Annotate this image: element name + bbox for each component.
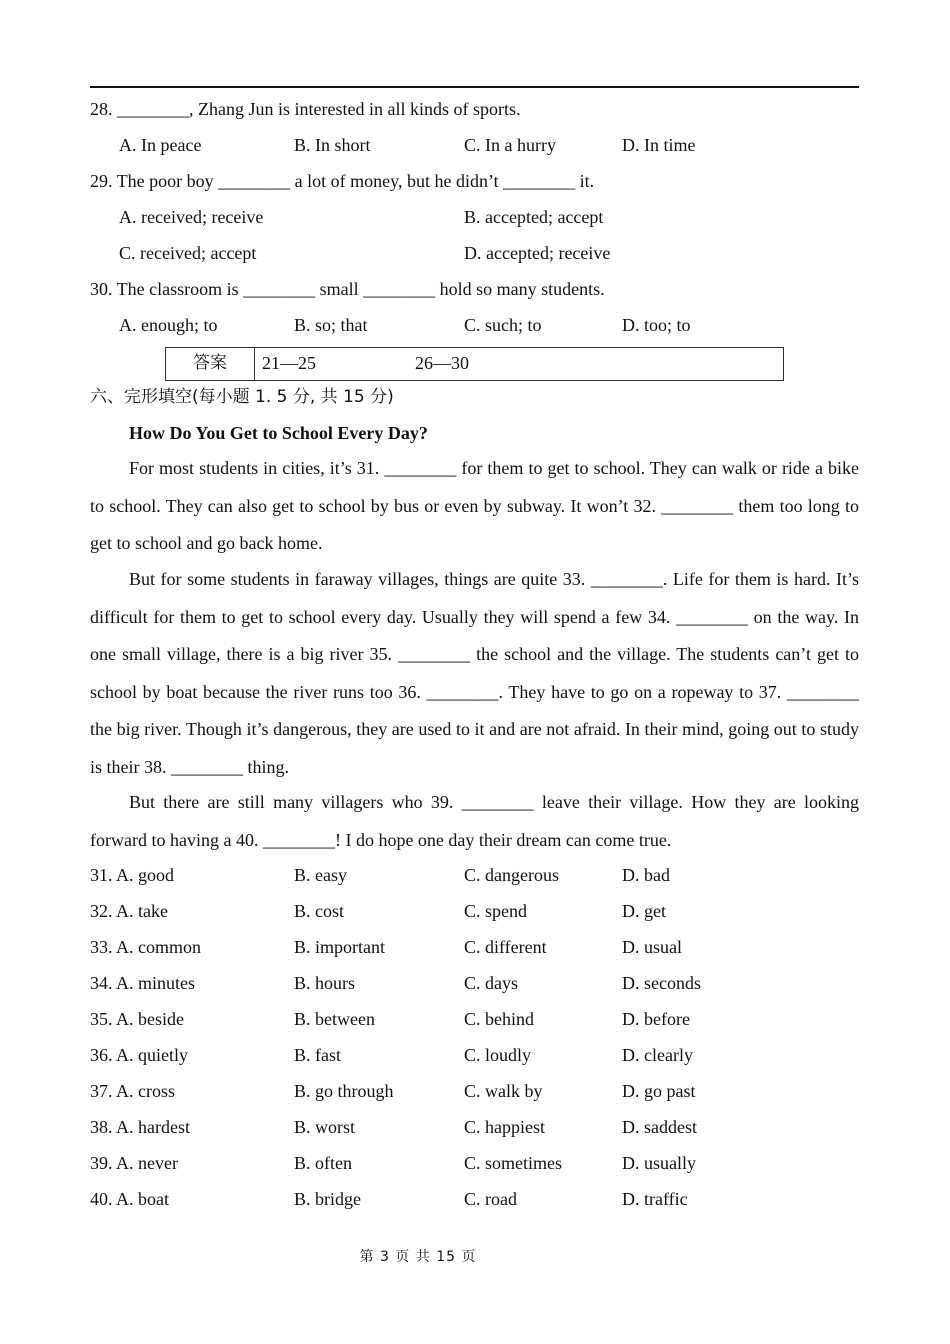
answer-range-26-30: 26—30 bbox=[415, 353, 469, 373]
option-a: 35. A. beside bbox=[90, 1009, 184, 1029]
option-b: B. often bbox=[294, 1153, 352, 1173]
answer-label: 答案 bbox=[166, 348, 255, 380]
option-b: B. accepted; accept bbox=[464, 207, 604, 227]
option-a: 31. A. good bbox=[90, 865, 175, 885]
option-d: D. bad bbox=[622, 865, 670, 885]
option-a: 40. A. boat bbox=[90, 1189, 169, 1209]
option-b: B. between bbox=[294, 1009, 375, 1029]
cloze-option-row-36 bbox=[0, 1044, 950, 1066]
option-d: D. too; to bbox=[622, 315, 691, 335]
option-b: B. important bbox=[294, 937, 385, 957]
question-29-options-row2 bbox=[0, 242, 950, 264]
option-c: C. dangerous bbox=[464, 865, 559, 885]
cloze-option-row-33 bbox=[0, 936, 950, 958]
cloze-option-row-34 bbox=[0, 972, 950, 994]
option-c: C. received; accept bbox=[119, 243, 257, 263]
option-c: C. road bbox=[464, 1189, 517, 1209]
option-c: C. such; to bbox=[464, 315, 542, 335]
option-b: B. worst bbox=[294, 1117, 356, 1137]
option-d: D. before bbox=[622, 1009, 690, 1029]
option-d: D. In time bbox=[622, 135, 696, 155]
option-c: C. In a hurry bbox=[464, 135, 556, 155]
option-d: D. usually bbox=[622, 1153, 696, 1173]
question-30-stem: 30. The classroom is ________ small ________ hold so many students. bbox=[90, 279, 605, 299]
question-28-options bbox=[0, 134, 950, 156]
option-b: B. easy bbox=[294, 865, 347, 885]
option-d: D. traffic bbox=[622, 1189, 688, 1209]
option-a: 34. A. minutes bbox=[90, 973, 196, 993]
option-c: C. loudly bbox=[464, 1045, 532, 1065]
option-b: B. bridge bbox=[294, 1189, 361, 1209]
option-d: D. usual bbox=[622, 937, 682, 957]
option-c: C. sometimes bbox=[464, 1153, 562, 1173]
answer-range-21-25: 21—25 bbox=[262, 353, 316, 373]
option-a: 39. A. never bbox=[90, 1153, 178, 1173]
option-c: C. happiest bbox=[464, 1117, 545, 1137]
option-a: A. enough; to bbox=[119, 315, 218, 335]
option-a: 36. A. quietly bbox=[90, 1045, 188, 1065]
option-c: C. walk by bbox=[464, 1081, 543, 1101]
cloze-option-row-35 bbox=[0, 1008, 950, 1030]
option-b: B. fast bbox=[294, 1045, 341, 1065]
option-d: D. go past bbox=[622, 1081, 696, 1101]
cloze-option-row-37 bbox=[0, 1080, 950, 1102]
option-d: D. clearly bbox=[622, 1045, 693, 1065]
option-b: B. go through bbox=[294, 1081, 394, 1101]
option-b: B. so; that bbox=[294, 315, 368, 335]
option-c: C. days bbox=[464, 973, 518, 993]
page-number-footer: 第 3 页 共 15 页 bbox=[359, 1249, 477, 1265]
cloze-option-row-39 bbox=[0, 1152, 950, 1174]
answer-table bbox=[165, 347, 784, 381]
section-heading: 六、完形填空(每小题 1. 5 分, 共 15 分) bbox=[90, 387, 394, 407]
question-30-options bbox=[0, 314, 950, 336]
option-b: B. cost bbox=[294, 901, 345, 921]
option-a: 32. A. take bbox=[90, 901, 168, 921]
cloze-option-row-38 bbox=[0, 1116, 950, 1138]
passage-title: How Do You Get to School Every Day? bbox=[129, 423, 428, 443]
question-28-stem: 28. ________, Zhang Jun is interested in all kinds of sports. bbox=[90, 99, 521, 119]
option-d: D. saddest bbox=[622, 1117, 697, 1137]
question-29-stem: 29. The poor boy ________ a lot of money, but he didn’t ________ it. bbox=[90, 171, 595, 191]
passage-paragraph-1: For most students in cities, it’s 31. ________ for them to get to school. They can walk or ride a bike to school. They can also get to school by bus or even by subway. It won’t 32. ________ them too long to get to school and go back home. bbox=[90, 458, 859, 553]
option-a: 38. A. hardest bbox=[90, 1117, 190, 1137]
header-rule bbox=[90, 86, 859, 88]
option-a: A. In peace bbox=[119, 135, 202, 155]
option-b: B. In short bbox=[294, 135, 371, 155]
option-d: D. seconds bbox=[622, 973, 701, 993]
passage-paragraph-2: But for some students in faraway villages, things are quite 33. ________. Life for them is hard. It’s difficult for them to get to school every day. Usually they will spend a few 34. ________ on the way. In one small village, there is a big river 35. ________ the school and the village. The students can’t get to school by boat because the river runs too 36. ________. They have to go on a ropeway to 37. ________ the big river. Though it’s dangerous, they are used to it and are not afraid. In their mind, going out to study is their 38. ________ thing. bbox=[90, 569, 859, 777]
option-c: C. behind bbox=[464, 1009, 534, 1029]
option-a: A. received; receive bbox=[119, 207, 264, 227]
option-c: C. different bbox=[464, 937, 547, 957]
cloze-option-row-32 bbox=[0, 900, 950, 922]
option-a: 37. A. cross bbox=[90, 1081, 175, 1101]
option-d: D. accepted; receive bbox=[464, 243, 611, 263]
option-b: B. hours bbox=[294, 973, 356, 993]
cloze-option-row-40 bbox=[0, 1188, 950, 1210]
option-d: D. get bbox=[622, 901, 666, 921]
passage-paragraph-3: But there are still many villagers who 39. ________ leave their village. How they are looking forward to having a 40. ________! I do hope one day their dream can come true. bbox=[90, 792, 859, 850]
option-c: C. spend bbox=[464, 901, 527, 921]
option-a: 33. A. common bbox=[90, 937, 201, 957]
question-29-options-row1 bbox=[0, 206, 950, 228]
cloze-option-row-31 bbox=[0, 864, 950, 886]
